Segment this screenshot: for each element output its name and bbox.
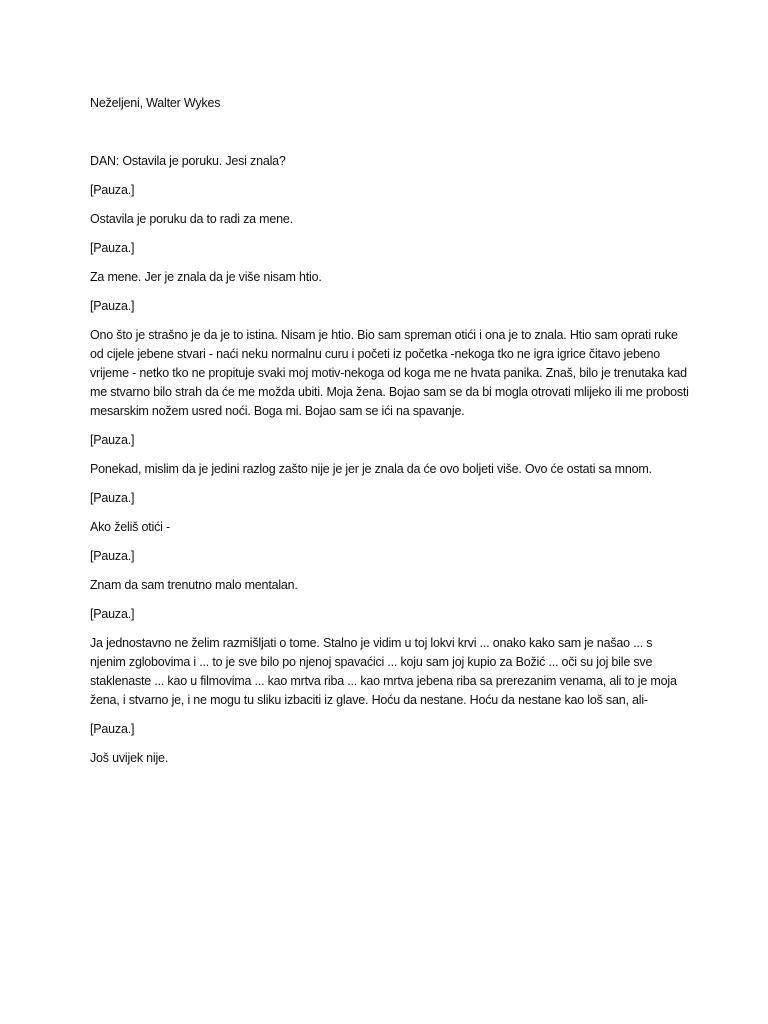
stage-direction: [Pauza.] [90, 183, 135, 197]
document-body [90, 94, 690, 778]
paragraph: DAN: Ostavila je poruku. Jesi znala? [90, 154, 286, 168]
paragraph: Znam da sam trenutno malo mentalan. [90, 578, 298, 592]
paragraph: Ako želiš otići - [90, 520, 170, 534]
paragraph: Ja jednostavno ne želim razmišljati o tome. Stalno je vidim u toj lokvi krvi ... onako kako sam je našao ... s njenim zglobovima i ... to je sve bilo po njenoj spavaćici ... koju sam joj kupio za Božić ... oči su joj bile sve staklenaste ... kao u filmovima ... kao mrtva riba ... kao mrtva jebena riba sa prerezanim venama, ali to je moja žena, i stvarno je, i ne mogu tu sliku izbaciti iz glave. Hoću da nestane. Hoću da nestane kao loš san, ali- [90, 636, 677, 707]
stage-direction: [Pauza.] [90, 722, 135, 736]
paragraph: Ostavila je poruku da to radi za mene. [90, 212, 293, 226]
document-title: Neželjeni, Walter Wykes [90, 96, 221, 110]
paragraph: Za mene. Jer je znala da je više nisam htio. [90, 270, 322, 284]
stage-direction: [Pauza.] [90, 607, 135, 621]
stage-direction: [Pauza.] [90, 241, 135, 255]
stage-direction: [Pauza.] [90, 433, 135, 447]
stage-direction: [Pauza.] [90, 491, 135, 505]
stage-direction: [Pauza.] [90, 549, 135, 563]
paragraph: Ponekad, mislim da je jedini razlog zašto nije je jer je znala da će ovo boljeti više. Ovo će ostati sa mnom. [90, 462, 652, 476]
paragraph: Još uvijek nije. [90, 751, 169, 765]
stage-direction: [Pauza.] [90, 299, 135, 313]
paragraph: Ono što je strašno je da je to istina. Nisam je htio. Bio sam spreman otići i ona je to znala. Htio sam oprati ruke od cijele jebene stvari - naći neku normalnu curu i početi iz početka -nekoga tko ne igra igrice čitavo jebeno vrijeme - netko tko ne propituje svaki moj motiv-nekoga od koga me ne hvata panika. Znaš, bilo je trenutaka kad me stvarno bilo strah da će me možda ubiti. Moja žena. Bojao sam se da bi mogla otrovati mlijeko ili me probosti mesarskim nožem usred noći. Boga mi. Bojao sam se ići na spavanje. [90, 328, 689, 418]
